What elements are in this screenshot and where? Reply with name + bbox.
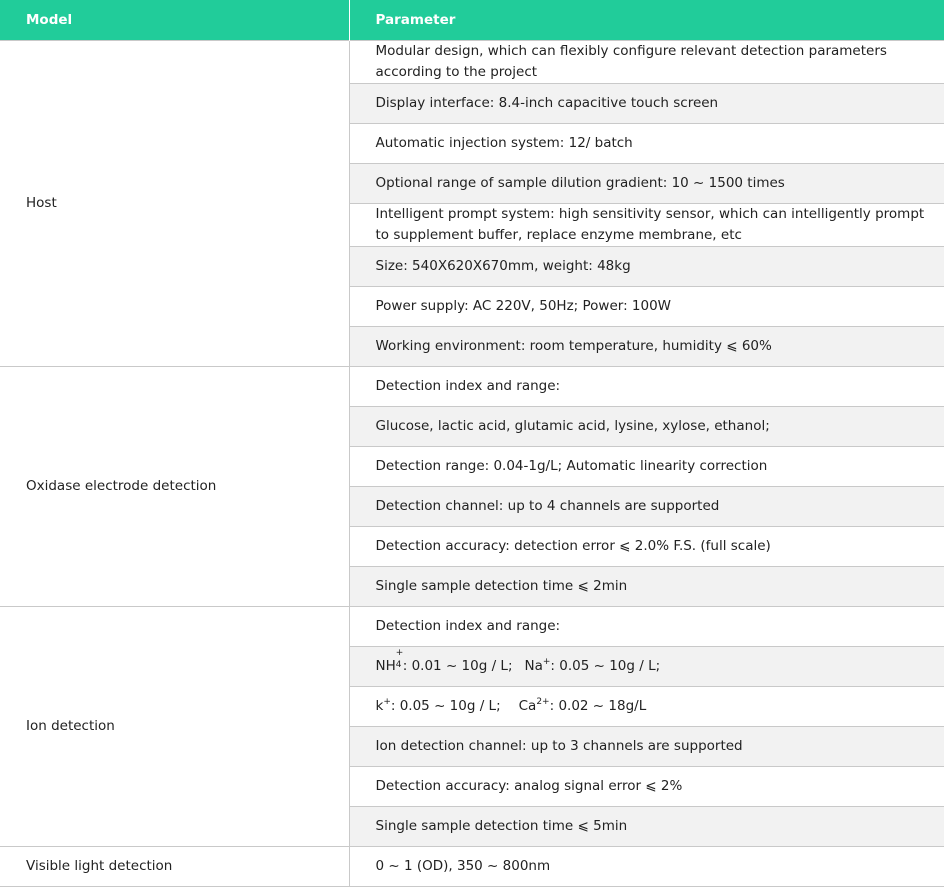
table-row [0, 367, 944, 407]
parameter-cell: Single sample detection time ⩽ 5min [349, 807, 944, 847]
parameter-cell: Detection channel: up to 4 channels are supported [349, 487, 944, 527]
parameter-cell: Single sample detection time ⩽ 2min [349, 567, 944, 607]
parameter-cell: Detection accuracy: detection error ⩽ 2.0% F.S. (full scale) [349, 527, 944, 567]
parameter-cell [349, 687, 944, 727]
parameter-cell: NH + 4 : 0.01 ~ 10g / L; Na+: 0.05 ~ 10g / L; [349, 647, 944, 687]
parameter-cell: Working environment: room temperature, humidity ⩽ 60% [349, 327, 944, 367]
ion-symbol: NH [375, 658, 396, 674]
parameter-column-header: Parameter [349, 0, 944, 41]
table-header-row [0, 0, 944, 41]
parameter-cell: Optional range of sample dilution gradient: 10 ~ 1500 times [349, 164, 944, 204]
parameter-cell: Power supply: AC 220V, 50Hz; Power: 100W [349, 287, 944, 327]
table-body [0, 41, 944, 887]
table-row [0, 41, 944, 84]
table-row [0, 607, 944, 647]
model-cell: Ion detection [0, 607, 349, 847]
ion-charge: + [383, 697, 391, 707]
parameter-cell: Detection index and range: [349, 607, 944, 647]
parameter-cell: 0 ~ 1 (OD), 350 ~ 800nm [349, 847, 944, 887]
parameter-cell: Detection index and range: [349, 367, 944, 407]
parameter-cell: Automatic injection system: 12/ batch [349, 124, 944, 164]
model-cell: Host [0, 41, 349, 367]
model-cell: Visible light detection [0, 847, 349, 887]
ion-charge: 2+ [536, 697, 550, 707]
parameter-cell: Detection range: 0.04-1g/L; Automatic linearity correction [349, 447, 944, 487]
ion-range: : 0.05 ~ 10g / L; [390, 698, 501, 714]
ion-symbol: k [375, 698, 384, 714]
ion-range: : 0.02 ~ 18g/L [549, 698, 647, 714]
parameter-cell: Detection accuracy: analog signal error ⩽ 2% [349, 767, 944, 807]
ion-symbol: Na [524, 658, 543, 674]
parameter-cell: Size: 540X620X670mm, weight: 48kg [349, 247, 944, 287]
parameter-cell: Glucose, lactic acid, glutamic acid, lysine, xylose, ethanol; [349, 407, 944, 447]
parameter-cell: Intelligent prompt system: high sensitivity sensor, which can intelligently prompt to supplement buffer, replace enzyme membrane, etc [349, 204, 944, 247]
model-column-header: Model [0, 0, 349, 41]
ion-charge: + [542, 657, 551, 667]
parameter-cell: Modular design, which can flexibly configure relevant detection parameters according to the project [349, 41, 944, 84]
model-cell: Oxidase electrode detection [0, 367, 349, 607]
ion-symbol: Ca [518, 698, 537, 714]
ion-range: : 0.05 ~ 10g / L; [550, 658, 661, 674]
ion-range: : 0.01 ~ 10g / L; [402, 658, 513, 674]
parameter-cell: Display interface: 8.4-inch capacitive touch screen [349, 84, 944, 124]
parameter-cell: Ion detection channel: up to 3 channels are supported [349, 727, 944, 767]
